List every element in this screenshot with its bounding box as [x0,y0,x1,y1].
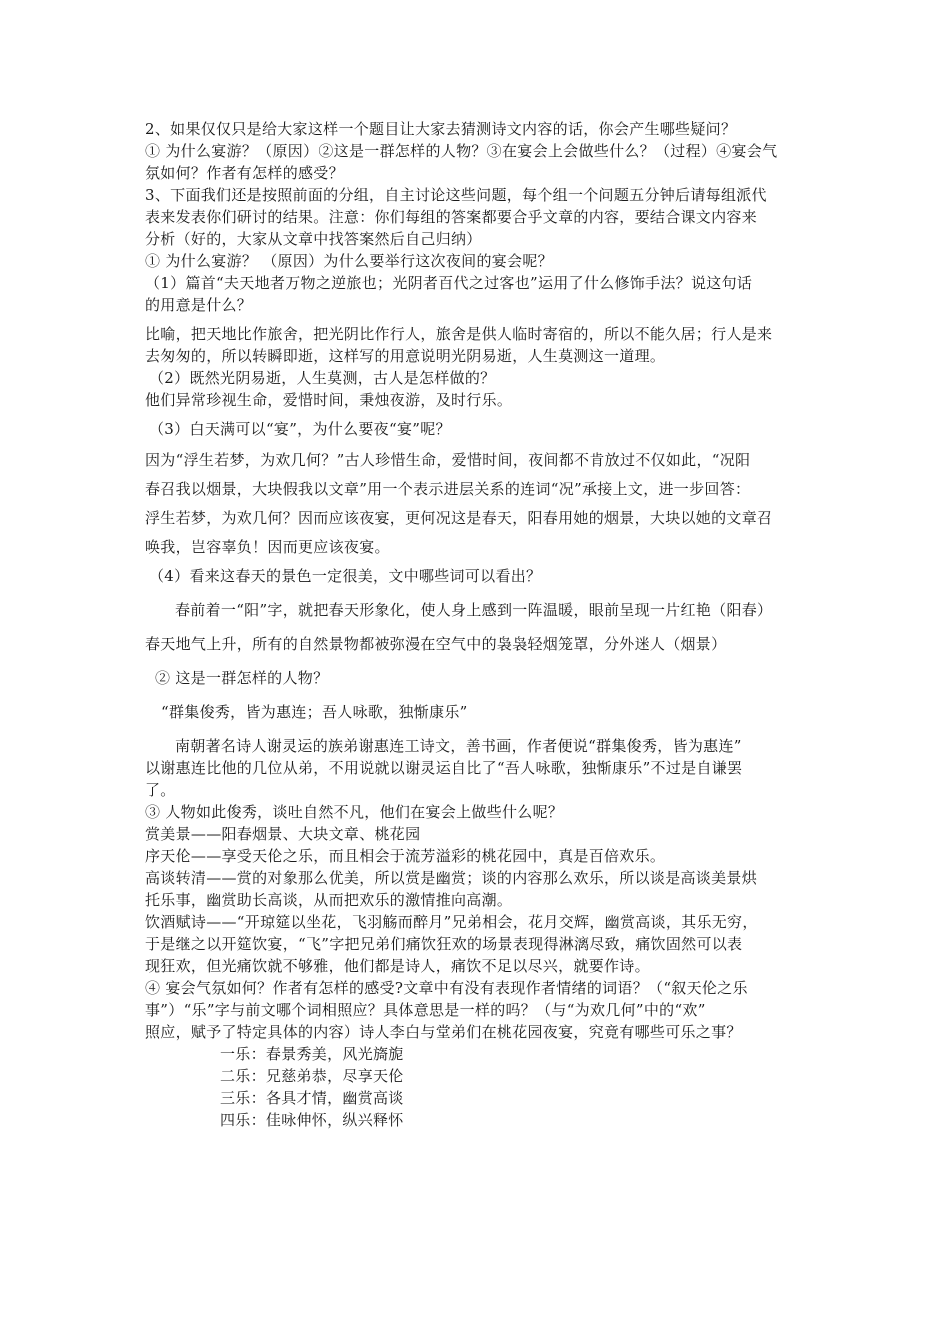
task-3: 3、下面我们还是按照前面的分组，自主讨论这些问题，每个组一个问题五分钟后请每组派代 [145,186,767,204]
quote-line: “群集俊秀，皆为惠连；吾人咏歌，独惭康乐” [161,703,468,721]
activity-scenery: 赏美景——阳春烟景、大块文章、桃花园 [145,825,421,843]
section-4-cont: 照应，赋予了特定具体的内容）诗人李白与堂弟们在桃花园夜宴，究竟有哪些可乐之事？ [145,1023,742,1041]
answer-4-cont: 春天地气上升，所有的自然景物都被弥漫在空气中的袅袅轻烟笼罩，分外迷人（烟景） [145,635,727,653]
document-body [145,118,813,1131]
section-4-cont: 事”）“乐”字与前文哪个词相照应？具体意思是一样的吗？（与“为欢几何”中的“欢” [145,1001,706,1019]
joy-item-2: 二乐：兄慈弟恭，尽享天伦 [220,1067,404,1085]
explanation-2-cont: 以谢惠连比他的几位从弟，不用说就以谢灵运自比了“吾人咏歌，独惭康乐”不过是自谦罢 [145,759,743,777]
activity-poetry-cont: 于是继之以开筵饮宴，“飞”字把兄弟们痛饮狂欢的场景表现得淋漓尽致，痛饮固然可以表 [145,935,743,953]
explanation-2: 南朝著名诗人谢灵运的族弟谢惠连工诗文，善书画，作者便说“群集俊秀，皆为惠连” [175,737,742,755]
section-3-heading: ③ 人物如此俊秀，谈吐自然不凡，他们在宴会上做些什么呢？ [145,803,564,821]
answer-3-cont: 唤我，岂容辜负！因而更应该夜宴。 [145,538,390,556]
answer-3-cont: 浮生若梦，为欢几何？因而应该夜宴，更何况这是春天，阳春用她的烟景，大块以她的文章召 [145,509,773,527]
question-2: 2、如果仅仅只是给大家这样一个题目让大家去猜测诗文内容的话，你会产生哪些疑问？ [145,120,737,138]
joy-item-3: 三乐：各具才情，幽赏高谈 [220,1089,404,1107]
subquestion-1: （1）篇首“夫天地者万物之逆旅也；光阴者百代之过客也”运用了什么修饰手法？说这句话 [145,274,753,292]
answer-3-cont: 春召我以烟景，大块假我以文章”用一个表示进层关系的连词“况”承接上文，进一步回答： [145,480,751,498]
question-list: ① 为什么宴游？（原因）②这是一群怎样的人物？③在宴会上会做些什么？（过程）④宴会气 [145,142,778,160]
answer-1: 比喻，把天地比作旅舍，把光阴比作行人，旅舍是供人临时寄宿的，所以不能久居；行人是来 [145,325,773,343]
task-3-cont: 表来发表你们研讨的结果。注意：你们每组的答案都要合乎文章的内容，要结合课文内容来 [145,208,758,226]
answer-3: 因为“浮生若梦，为欢几何？”古人珍惜生命，爱惜时间，夜间都不肯放过不仅如此，“况阳 [145,451,751,469]
section-2-heading: ② 这是一群怎样的人物？ [155,669,329,687]
section-4-heading: ④ 宴会气氛如何？作者有怎样的感受?文章中有没有表现作者情绪的词语？（“叙天伦之乐 [145,979,748,997]
answer-1-cont: 去匆匆的，所以转瞬即逝，这样写的用意说明光阴易逝，人生莫测这一道理。 [145,347,666,365]
subquestion-4: （4）看来这春天的景色一定很美，文中哪些词可以看出？ [149,567,542,585]
answer-4: 春前着一“阳”字，就把春天形象化，使人身上感到一阵温暖，眼前呈现一片红艳（阳春） [175,601,773,619]
subquestion-3: （3）白天满可以“宴”，为什么要夜“宴”呢？ [149,420,451,438]
activity-poetry: 饮酒赋诗——“开琼筵以坐花，飞羽觞而醉月”兄弟相会，花月交辉，幽赏高谈，其乐无穷， [145,913,758,931]
activity-poetry-cont: 现狂欢，但光痛饮就不够雅，他们都是诗人，痛饮不足以尽兴，就要作诗。 [145,957,650,975]
question-list-cont: 氛如何？作者有怎样的感受？ [145,164,344,182]
joy-item-4: 四乐：佳咏伸怀，纵兴释怀 [220,1111,404,1129]
activity-talk-cont: 托乐事，幽赏助长高谈，从而把欢乐的激情推向高潮。 [145,891,513,909]
task-3-cont: 分析（好的，大家从文章中找答案然后自己归纳） [145,230,482,248]
activity-talk: 高谈转清——赏的对象那么优美，所以赏是幽赏；谈的内容那么欢乐，所以谈是高谈美景烘 [145,869,758,887]
explanation-2-cont: 了。 [145,781,176,799]
subquestion-1-cont: 的用意是什么？ [145,296,253,314]
section-1-heading: ① 为什么宴游？ （原因）为什么要举行这次夜间的宴会呢？ [145,252,553,270]
joy-item-1: 一乐：春景秀美，风光旖旎 [220,1045,404,1063]
subquestion-2: （2）既然光阴易逝，人生莫测，古人是怎样做的？ [149,369,496,387]
activity-family: 序天伦——享受天伦之乐，而且相会于流芳溢彩的桃花园中，真是百倍欢乐。 [145,847,666,865]
answer-2: 他们异常珍视生命，爱惜时间，秉烛夜游，及时行乐。 [145,391,513,409]
